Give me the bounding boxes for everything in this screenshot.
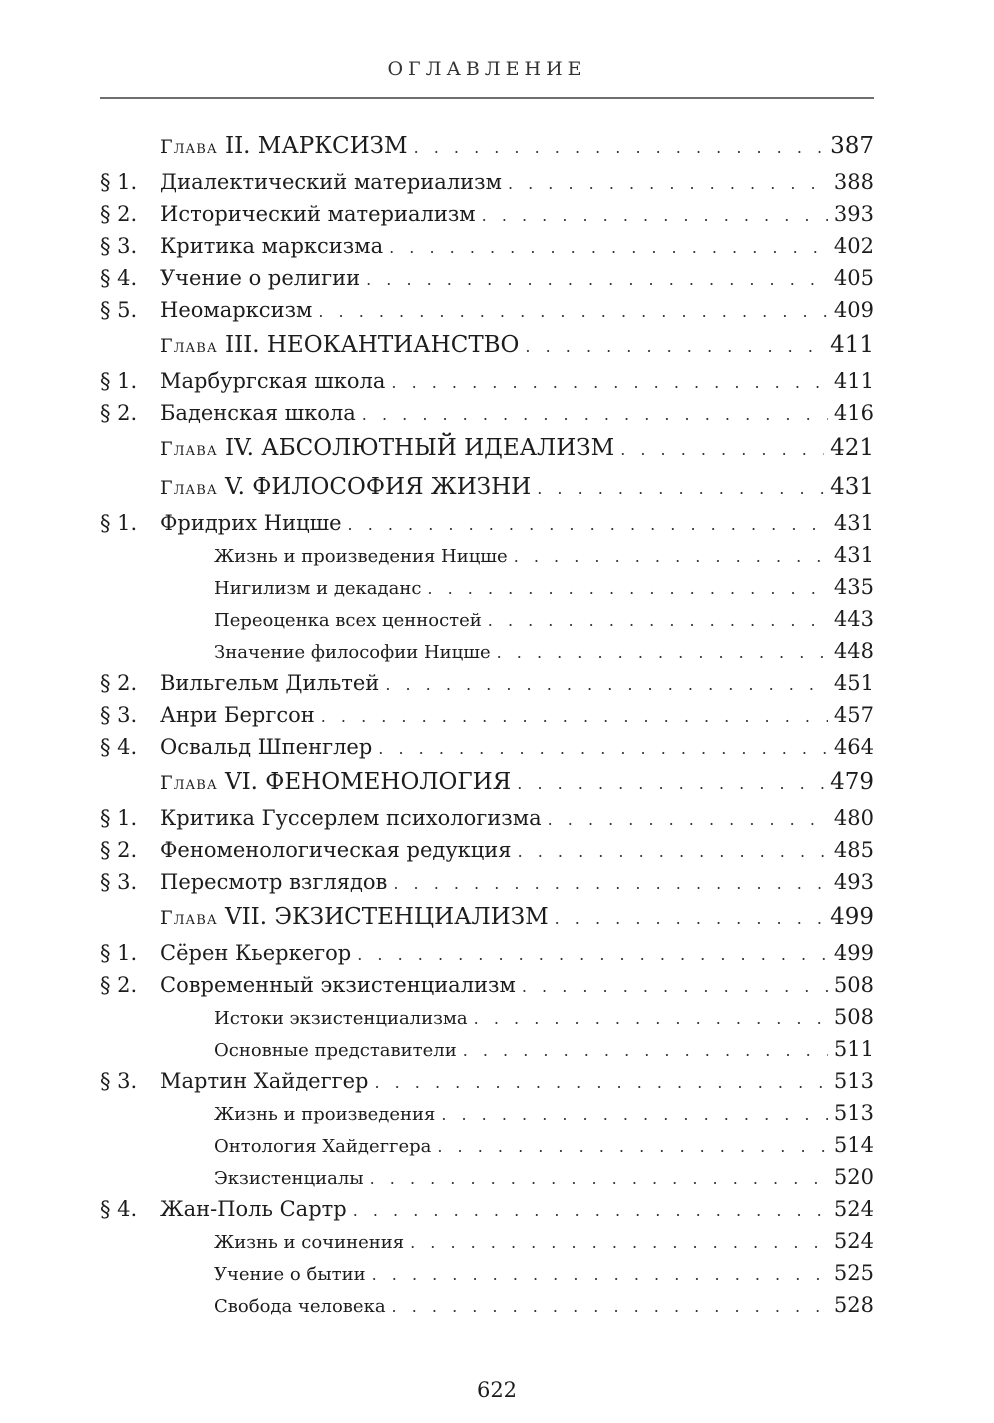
toc-subsection-row: [100, 1033, 874, 1065]
entry-title: Нигилизм и декаданс: [214, 578, 422, 599]
toc-subsection-row: [100, 603, 874, 635]
toc-subsection-row: [100, 1161, 874, 1193]
entry-title: Освальд Шпенглер: [160, 735, 373, 759]
entry-title: Значение философии Ницше: [214, 642, 491, 663]
page-ref: 464: [833, 735, 874, 759]
section-number: § 1.: [100, 511, 138, 535]
toc-section-row: [100, 834, 874, 866]
entry-title: Диалектический материализм: [160, 170, 502, 194]
section-number: § 2.: [100, 202, 138, 226]
dot-leader: [370, 1163, 828, 1195]
chapter-title: VII. ЭКЗИСТЕНЦИАЛИЗМ: [224, 904, 549, 930]
entry-title: Свобода человека: [214, 1296, 386, 1317]
entry-title: Марбургская школа: [160, 369, 386, 393]
dot-leader: [441, 1099, 828, 1131]
entry-title: [160, 326, 519, 366]
chapter-prefix: Глава: [160, 772, 218, 794]
page-ref: 525: [833, 1261, 874, 1285]
section-number: § 5.: [100, 298, 138, 322]
toc-section-row: [100, 699, 874, 731]
section-number: § 3.: [100, 234, 138, 258]
entry-title: Онтология Хайдеггера: [214, 1136, 432, 1157]
entry-title: Жан-Поль Сартр: [160, 1197, 347, 1221]
entry-title: [160, 429, 614, 469]
section-number: § 3.: [100, 870, 138, 894]
entry-title: Жизнь и сочинения: [214, 1232, 405, 1253]
dot-leader: [321, 701, 828, 733]
page-ref: 479: [830, 769, 874, 795]
section-number: § 2.: [100, 838, 138, 862]
section-number: § 1.: [100, 806, 138, 830]
dot-leader: [427, 573, 827, 605]
dot-leader: [517, 764, 824, 803]
entry-title: Переоценка всех ценностей: [214, 610, 482, 631]
chapter-title: VI. ФЕНОМЕНОЛОГИЯ: [224, 769, 512, 795]
dot-leader: [374, 1067, 827, 1099]
toc-subsection-row: [100, 1001, 874, 1033]
section-number: § 2.: [100, 973, 138, 997]
dot-leader: [474, 1003, 828, 1035]
section-number: § 2.: [100, 671, 138, 695]
page-ref: 405: [833, 266, 874, 290]
section-number: § 1.: [100, 941, 138, 965]
entry-title: Неомарксизм: [160, 298, 313, 322]
page-ref: 493: [833, 870, 874, 894]
dot-leader: [410, 1227, 828, 1259]
table-of-contents: [100, 130, 874, 1321]
entry-title: Истоки экзистенциализма: [214, 1008, 468, 1029]
dot-leader: [392, 1291, 828, 1323]
chapter-prefix: Глава: [160, 335, 218, 357]
chapter-prefix: Глава: [160, 907, 218, 929]
page-ref: 524: [833, 1197, 874, 1221]
entry-title: Критика Гуссерлем психологизма: [160, 806, 542, 830]
page-ref: 513: [833, 1069, 874, 1093]
toc-chapter-row: [100, 763, 874, 802]
running-header: ОГЛАВЛЕНИЕ: [387, 58, 587, 80]
toc-section-row: [100, 262, 874, 294]
page-ref: 431: [830, 474, 874, 500]
page-ref: 402: [833, 234, 874, 258]
entry-title: Учение о бытии: [214, 1264, 366, 1285]
page-ref: 448: [833, 639, 874, 663]
page-ref: 485: [833, 838, 874, 862]
dot-leader: [385, 669, 828, 701]
toc-subsection-row: [100, 571, 874, 603]
dot-leader: [372, 1259, 828, 1291]
page-ref: 435: [833, 575, 874, 599]
entry-title: Пересмотр взглядов: [160, 870, 388, 894]
dot-leader: [393, 868, 828, 900]
page-ref: 513: [833, 1101, 874, 1125]
toc-chapter-row: [100, 468, 874, 507]
page-ref: 514: [833, 1133, 874, 1157]
dot-leader: [437, 1131, 828, 1163]
toc-chapter-row: [100, 326, 874, 365]
page-ref: 524: [833, 1229, 874, 1253]
dot-leader: [555, 899, 824, 938]
dot-leader: [463, 1035, 828, 1067]
page-ref: 520: [833, 1165, 874, 1189]
toc-subsection-row: [100, 539, 874, 571]
toc-section-row: [100, 1065, 874, 1097]
page-ref: 508: [833, 973, 874, 997]
entry-title: Современный экзистенциализм: [160, 973, 516, 997]
toc-subsection-row: [100, 1289, 874, 1321]
section-number: § 1.: [100, 170, 138, 194]
page-ref: 499: [830, 904, 874, 930]
entry-title: Анри Бергсон: [160, 703, 315, 727]
toc-chapter-row: [100, 898, 874, 937]
page-ref: 421: [830, 435, 874, 461]
toc-section-row: [100, 1193, 874, 1225]
page-number: 622: [476, 1378, 518, 1402]
dot-leader: [620, 430, 824, 469]
toc-subsection-row: [100, 635, 874, 667]
page-ref: 443: [833, 607, 874, 631]
toc-section-row: [100, 937, 874, 969]
header-rule: [100, 97, 874, 99]
page-ref: 387: [830, 133, 874, 159]
page-ref: 409: [833, 298, 874, 322]
toc-section-row: [100, 230, 874, 262]
section-number: § 4.: [100, 266, 138, 290]
toc-section-row: [100, 969, 874, 1001]
entry-title: Экзистенциалы: [214, 1168, 364, 1189]
dot-leader: [508, 168, 828, 200]
entry-title: Критика марксизма: [160, 234, 384, 258]
dot-leader: [318, 296, 828, 328]
dot-leader: [348, 509, 828, 541]
dot-leader: [537, 469, 824, 508]
entry-title: [160, 130, 408, 163]
entry-title: Феноменологическая редукция: [160, 838, 512, 862]
toc-section-row: [100, 507, 874, 539]
dot-leader: [518, 836, 828, 868]
dot-leader: [378, 733, 828, 765]
page-ref: 431: [833, 511, 874, 535]
toc-chapter-row: [100, 130, 874, 166]
entry-title: Мартин Хайдеггер: [160, 1069, 369, 1093]
entry-title: Исторический материализм: [160, 202, 476, 226]
toc-section-row: [100, 198, 874, 230]
chapter-prefix: Глава: [160, 438, 218, 460]
entry-title: [160, 898, 549, 938]
page-ref: 451: [833, 671, 874, 695]
page-ref: 411: [830, 332, 874, 358]
dot-leader: [497, 637, 828, 669]
entry-title: Учение о религии: [160, 266, 361, 290]
dot-leader: [357, 939, 828, 971]
toc-subsection-row: [100, 1225, 874, 1257]
chapter-title: II. МАРКСИЗМ: [224, 133, 408, 159]
page-ref: 411: [833, 369, 874, 393]
chapter-title: III. НЕОКАНТИАНСТВО: [224, 332, 520, 358]
dot-leader: [482, 200, 828, 232]
section-number: § 3.: [100, 1069, 138, 1093]
dot-leader: [366, 264, 828, 296]
toc-subsection-row: [100, 1129, 874, 1161]
entry-title: Сёрен Кьеркегор: [160, 941, 352, 965]
dot-leader: [514, 541, 828, 573]
toc-chapter-row: [100, 429, 874, 468]
section-number: § 3.: [100, 703, 138, 727]
page-ref: 499: [833, 941, 874, 965]
toc-section-row: [100, 667, 874, 699]
chapter-prefix: Глава: [160, 477, 218, 499]
entry-title: Основные представители: [214, 1040, 457, 1061]
page-ref: 457: [833, 703, 874, 727]
dot-leader: [522, 971, 828, 1003]
section-number: § 4.: [100, 735, 138, 759]
dot-leader: [389, 232, 828, 264]
entry-title: [160, 763, 511, 803]
entry-title: Фридрих Ницше: [160, 511, 342, 535]
page-ref: 388: [833, 170, 874, 194]
toc-subsection-row: [100, 1097, 874, 1129]
page-ref: 511: [833, 1037, 874, 1061]
page-ref: 528: [833, 1293, 874, 1317]
dot-leader: [525, 327, 824, 366]
page-ref: 416: [833, 401, 874, 425]
page-ref: 393: [833, 202, 874, 226]
entry-title: Баденская школа: [160, 401, 356, 425]
page-ref: 480: [833, 806, 874, 830]
toc-section-row: [100, 802, 874, 834]
toc-section-row: [100, 397, 874, 429]
entry-title: Жизнь и произведения: [214, 1104, 436, 1125]
dot-leader: [353, 1195, 828, 1227]
toc-section-row: [100, 166, 874, 198]
chapter-title: V. ФИЛОСОФИЯ ЖИЗНИ: [224, 474, 532, 500]
page-ref: 431: [833, 543, 874, 567]
entry-title: [160, 468, 531, 508]
toc-subsection-row: [100, 1257, 874, 1289]
entry-title: Вильгельм Дильтей: [160, 671, 380, 695]
dot-leader: [488, 605, 828, 637]
chapter-prefix: Глава: [160, 136, 218, 158]
toc-section-row: [100, 731, 874, 763]
dot-leader: [391, 367, 828, 399]
dot-leader: [362, 399, 828, 431]
dot-leader: [414, 132, 825, 164]
chapter-title: IV. АБСОЛЮТНЫЙ ИДЕАЛИЗМ: [224, 435, 615, 461]
section-number: § 2.: [100, 401, 138, 425]
toc-section-row: [100, 866, 874, 898]
dot-leader: [548, 804, 828, 836]
toc-section-row: [100, 294, 874, 326]
page-ref: 508: [833, 1005, 874, 1029]
section-number: § 4.: [100, 1197, 138, 1221]
section-number: § 1.: [100, 369, 138, 393]
entry-title: Жизнь и произведения Ницше: [214, 546, 508, 567]
toc-section-row: [100, 365, 874, 397]
